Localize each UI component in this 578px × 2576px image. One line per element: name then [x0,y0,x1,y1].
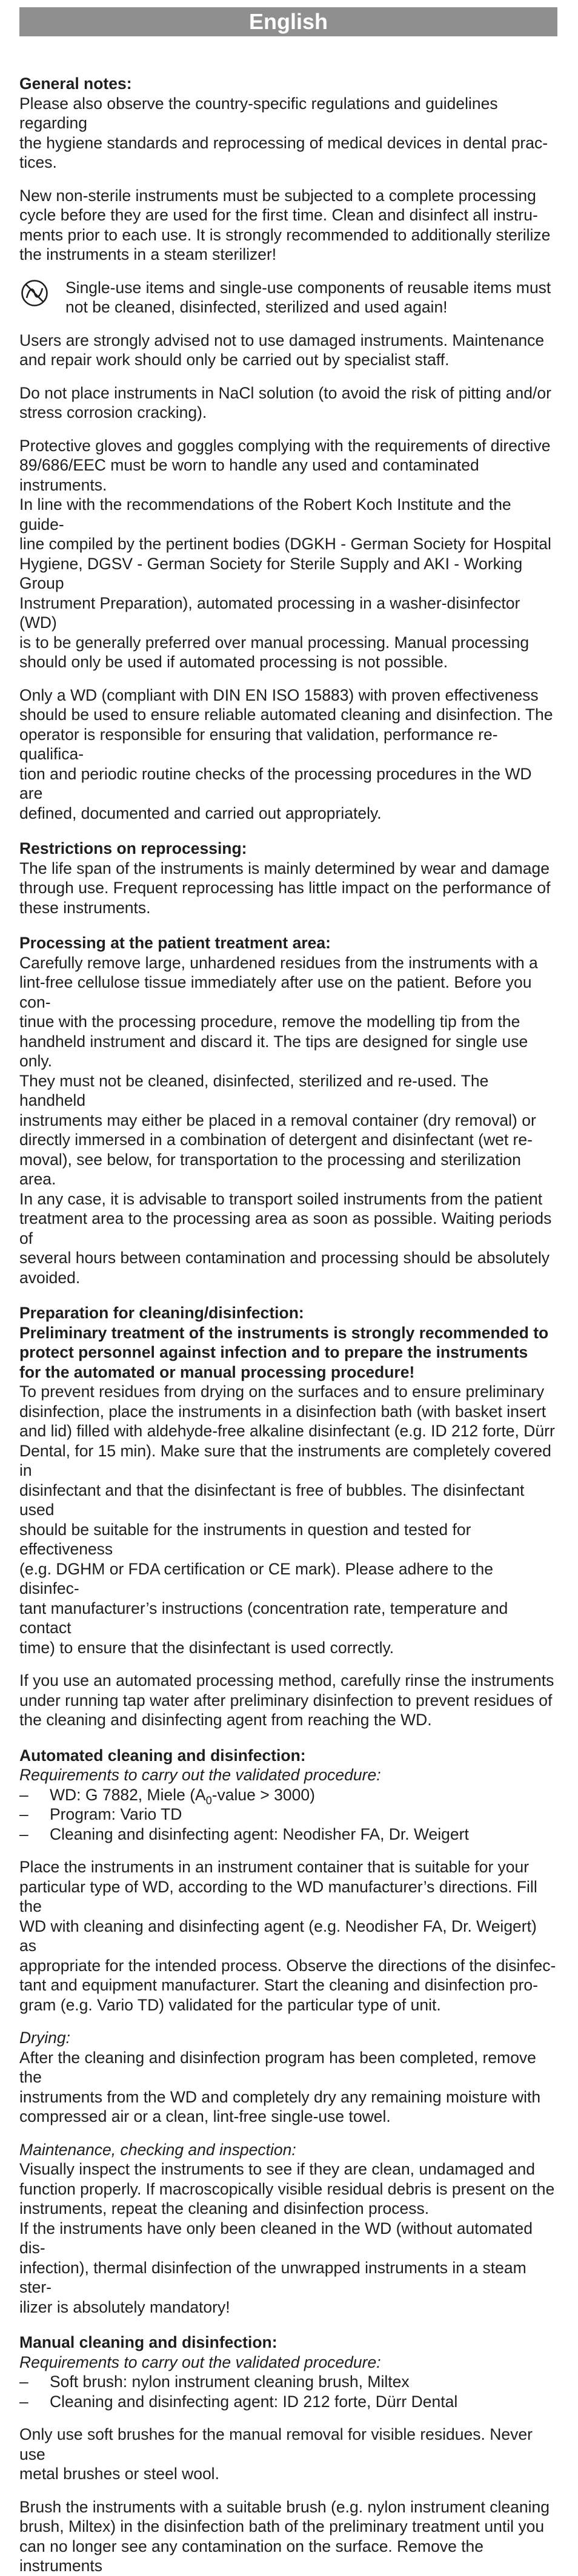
general-notes-p6: Only a WD (compliant with DIN EN ISO 15883) with proven effectiveness should be used to ensure reliable automated cleaning and disinfection. The operator is responsible for ensuring that validation, performance re-qualifica- tion and periodic routine checks of the processing procedures in the WD are defined, documented and carried out appropriately. [19,685,553,822]
list-item [19,1805,557,1825]
manual-requirements-label: Requirements to carry out the validated procedure: [19,2353,381,2371]
dash-bullet: – [19,1785,28,1804]
general-notes-p3: Users are strongly advised not to use damaged instruments. Maintenance and repair work should only be carried out by specialist staff. [19,331,545,369]
preparation-p1: To prevent residues from drying on the surfaces and to ensure preliminary disinfection, place the instruments in a disinfection bath (with basket insert and lid) filled with aldehyde-free alkaline disinfectant (e.g. ID 212 forte, Dürr Dental, for 15 min). Make sure that the instruments are completely covered in disinfectant and that the disinfectant is free of bubbles. The disinfectant used should be suitable for the instruments in question and tested for effectiveness (e.g. DGHM or FDA certification or CE mark). Please adhere to the disinfec- tant manufacturer’s instructions (concentration rate, temperature and contact time) to ensure that the disinfectant is used correctly. [19,1382,555,1657]
list-item-text: Program: Vario TD [50,1805,182,1823]
patient-area-heading: Processing at the patient treatment area: [19,934,331,952]
general-notes-p5: Protective gloves and goggles complying with the requirements of directive 89/686/EEC must be worn to handle any used and contaminated instruments. In line with the recommendations of the Robert Koch Institute and the guide- line compiled by the pertinent bodies (DGKH - German Society for Hospital Hygiene, DGSV - German Society for Sterile Supply and AKI - Working Group Instrument Preparation), automated processing in a washer-disinfector (WD) is to be generally preferred over manual processing. Manual processing should only be used if automated processing is not possible. [19,436,551,671]
automated-p1: Place the instruments in an instrument container that is suitable for your particular type of WD, according to the WD manufacturer’s directions. Fill the WD with cleaning and disinfecting agent (e.g. Neodisher FA, Dr. Weigert) as appropriate for the intended process. Observe the directions of the disinfec- tant and equipment manufacturer. Start the cleaning and disinfection pro- gram (e.g. Vario TD) validated for the particular type of unit. [19,1858,556,2014]
general-notes-p4: Do not place instruments in NaCl solution (to avoid the risk of pitting and/or stress corrosion cracking). [19,383,551,421]
dash-bullet: – [19,1825,28,1843]
restrictions-heading: Restrictions on reprocessing: [19,839,247,857]
preparation-bold-note: Preliminary treatment of the instruments is strongly recommended to protect personnel against infection and to prepare the instruments for the automated or manual processing procedure! [19,1323,549,1381]
dash-bullet: – [19,1805,28,1823]
automated-requirements-label: Requirements to carry out the validated procedure: [19,1766,381,1784]
general-notes-heading: General notes: [19,74,132,93]
list-item-text: Soft brush: nylon instrument cleaning brush, Miltex [50,2373,410,2391]
do-not-reuse-icon [21,279,48,307]
list-item-text: Cleaning and disinfecting agent: Neodisher FA, Dr. Weigert [50,1825,469,1843]
document-page [0,7,578,2575]
list-item [19,2392,557,2412]
dash-bullet: – [19,2373,28,2391]
drying-text: After the cleaning and disinfection program has been completed, remove the instruments from the WD and completely dry any remaining moisture with compressed air or a clean, lint-free single-use towel. [19,2048,541,2125]
list-item [19,2372,557,2392]
single-use-warning [19,278,557,317]
patient-area-p1: Carefully remove large, unhardened residues from the instruments with a lint-free cellulose tissue immediately after use on the patient. Before you con- tinue with the processing procedure, remove the modelling tip from the handheld instrument and discard it. The tips are designed for single use only. They must not be cleaned, disinfected, sterilized and re-used. The handheld instruments may either be placed in a removal container (dry removal) or directly immersed in a combination of detergent and disinfectant (wet re- moval), see below, for transportation to the processing and sterilization area. In any case, it is advisable to transport soiled instruments from the patient treatment area to the processing area as soon as possible. Waiting periods of several hours between contamination and processing should be absolutely avoided. [19,953,552,1287]
restrictions-p1: The life span of the instruments is mainly determined by wear and damage through use. Frequent reprocessing has little impact on the performance of these instruments. [19,859,551,917]
maintenance-text: Visually inspect the instruments to see if they are clean, undamaged and function properly. If macroscopically visible residual debris is present on the instruments, repeat the cleaning and disinfection process. If the instruments have only been cleaned in the WD (without automated dis- infection), thermal disinfection of the unwrapped instruments in a steam ster- ilizer is absolutely mandatory! [19,2160,555,2316]
manual-requirements-list [19,2372,557,2411]
drying-subheading: Drying: [19,2029,70,2047]
list-item-text: Cleaning and disinfecting agent: ID 212 forte, Dürr Dental [50,2392,458,2411]
general-notes-p2: New non-sterile instruments must be subjected to a complete processing cycle before they are used for the first time. Clean and disinfect all instru- ments prior to each use. It is strongly recommended to additionally sterilize the instruments in a steam sterilizer! [19,186,551,263]
automated-heading: Automated cleaning and disinfection: [19,1746,306,1765]
manual-p2: Brush the instruments with a suitable brush (e.g. nylon instrument cleaning brush, Miltex) in the disinfection bath of the preliminary treatment until you can no longer see any contamination on the surface. Remove the instruments [19,2497,550,2575]
manual-p1: Only use soft brushes for the manual removal for visible residues. Never use metal brushes or steel wool. [19,2425,533,2483]
single-use-warning-text: Single-use items and single-use components of reusable items must not be cleaned, disinfected, sterilized and used again! [65,278,551,316]
preparation-heading: Preparation for cleaning/disinfection: [19,1304,304,1322]
list-item-text: WD: G 7882, Miele ($A_0$-value > 3000) [50,1785,315,1806]
preparation-p2: If you use an automated processing method, carefully rinse the instruments under running tap water after preliminary disinfection to prevent residues of the cleaning and disinfecting agent from reaching the WD. [19,1671,554,1729]
list-item [19,1785,557,1805]
list-item [19,1825,557,1844]
dash-bullet: – [19,2392,28,2411]
maintenance-subheading: Maintenance, checking and inspection: [19,2140,296,2159]
language-banner: English [19,7,557,36]
manual-heading: Manual cleaning and disinfection: [19,2333,277,2351]
general-notes-p1: Please also observe the country-specific regulations and guidelines regarding the hygiene standards and reprocessing of medical devices in dental prac- tices. [19,94,548,171]
automated-requirements-list [19,1785,557,1844]
